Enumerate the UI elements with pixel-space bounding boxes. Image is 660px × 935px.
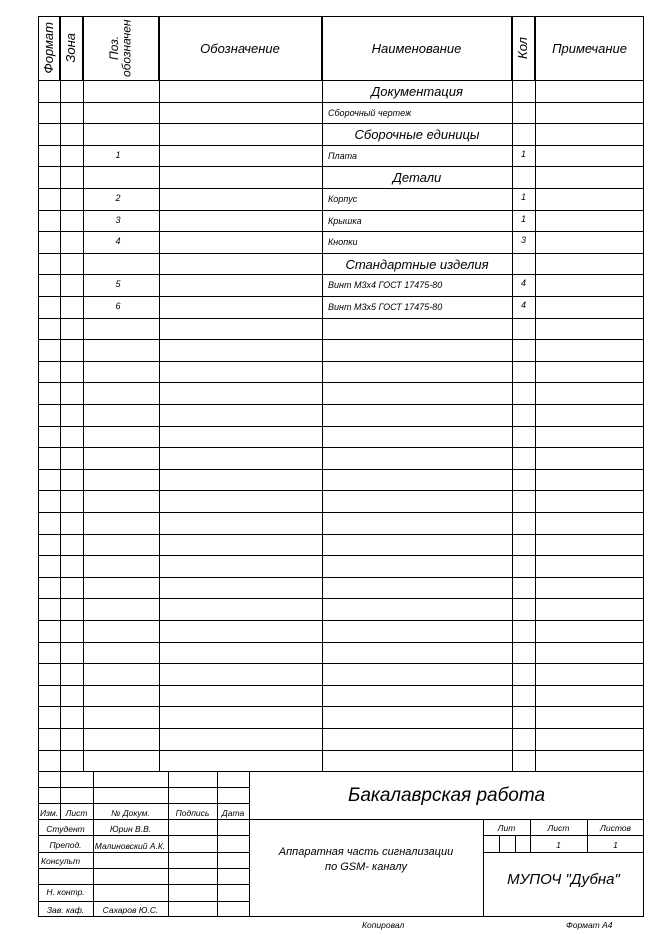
work-title: Бакалаврская работа [347, 785, 546, 806]
section-heading: Стандартные изделия [345, 256, 489, 272]
row-line [38, 534, 644, 535]
title-block-line [515, 835, 516, 852]
item-quantity: 1 [520, 214, 526, 224]
role-teacher: Препод. [49, 840, 82, 850]
name-teacher: Малиновский А.К. [94, 841, 166, 851]
title-block-line [483, 835, 644, 836]
row-line [38, 555, 644, 556]
item-name: Винт М3x5 ГОСТ 17475-80 [328, 302, 443, 312]
row-line [38, 598, 644, 599]
name-head: Сахаров Ю.С. [102, 905, 159, 915]
item-quantity: 1 [520, 149, 526, 159]
title-block-line [217, 771, 218, 917]
item-name: Крышка [328, 216, 362, 226]
header-designation: Обозначение [159, 16, 322, 80]
position-number: 2 [115, 193, 121, 203]
copied-caption: Копировал [362, 920, 405, 930]
section-heading: Сборочные единицы [354, 126, 480, 142]
row-line [38, 361, 644, 362]
item-quantity: 4 [520, 278, 526, 288]
col-date: Дата [221, 808, 245, 818]
role-consultant: Консульт [41, 856, 81, 866]
row-line [38, 577, 644, 578]
section-heading: Детали [392, 169, 442, 185]
format-caption: Формат А4 [566, 920, 613, 930]
row-line [38, 750, 644, 751]
row-line [38, 663, 644, 664]
header-zone: Зона [60, 16, 83, 80]
row-line [38, 685, 644, 686]
item-name: Сборочный чертеж [328, 108, 412, 118]
role-norm-control: Н. контр. [46, 887, 85, 897]
item-quantity: 3 [520, 235, 526, 245]
row-line [38, 620, 644, 621]
organization: МУПОЧ "Дубна" [507, 871, 620, 888]
title-block-line [249, 819, 644, 820]
position-number: 4 [115, 236, 121, 246]
header-pos: Поз. обозначен [83, 16, 159, 80]
header-format: Формат [38, 16, 60, 80]
row-line [38, 447, 644, 448]
row-line [38, 404, 644, 405]
position-number: 6 [115, 301, 121, 311]
row-line [38, 512, 644, 513]
column-line [159, 16, 160, 771]
position-number: 1 [115, 150, 121, 160]
col-doc: № Докум. [111, 808, 150, 818]
position-number: 3 [115, 215, 121, 225]
row-line [38, 318, 644, 319]
title-block-line [499, 835, 500, 852]
header-qty: Кол [512, 16, 535, 80]
role-student: Студент [46, 824, 85, 834]
title-block-line [38, 771, 644, 772]
item-name: Винт М3x4 ГОСТ 17475-80 [328, 280, 443, 290]
sheets-value: 1 [613, 840, 618, 850]
doc-name-line2: по GSM- каналу [325, 861, 407, 873]
row-line [38, 339, 644, 340]
row-line [38, 728, 644, 729]
doc-name-line1: Аппаратная часть сигнализации [278, 846, 454, 858]
sheet-label: Лист [547, 823, 570, 833]
name-student: Юрин В.В. [109, 824, 152, 834]
role-head: Зав. каф. [46, 905, 85, 915]
column-line [512, 16, 513, 771]
lit-label: Лит [497, 823, 516, 833]
item-quantity: 4 [520, 300, 526, 310]
row-line [38, 706, 644, 707]
column-line [60, 16, 61, 771]
row-line [38, 382, 644, 383]
item-name: Плата [328, 151, 358, 161]
col-izm: Изм. [39, 808, 59, 818]
header-name: Наименование [322, 16, 512, 80]
row-line [38, 490, 644, 491]
row-line [38, 426, 644, 427]
title-block-line [483, 819, 484, 917]
column-line [535, 16, 536, 771]
header-note: Примечание [552, 40, 627, 56]
position-number: 5 [115, 279, 121, 289]
title-block-line [483, 852, 644, 853]
item-quantity: 1 [520, 192, 526, 202]
sheets-label: Листов [600, 823, 631, 833]
sheet-value: 1 [556, 840, 561, 850]
item-name: Корпус [328, 194, 358, 204]
column-line [83, 16, 84, 771]
col-sign: Подпись [175, 808, 210, 818]
col-list: Лист [65, 808, 88, 818]
section-heading: Документация [371, 83, 463, 99]
row-line [38, 642, 644, 643]
row-line [38, 469, 644, 470]
item-name: Кнопки [328, 237, 358, 247]
